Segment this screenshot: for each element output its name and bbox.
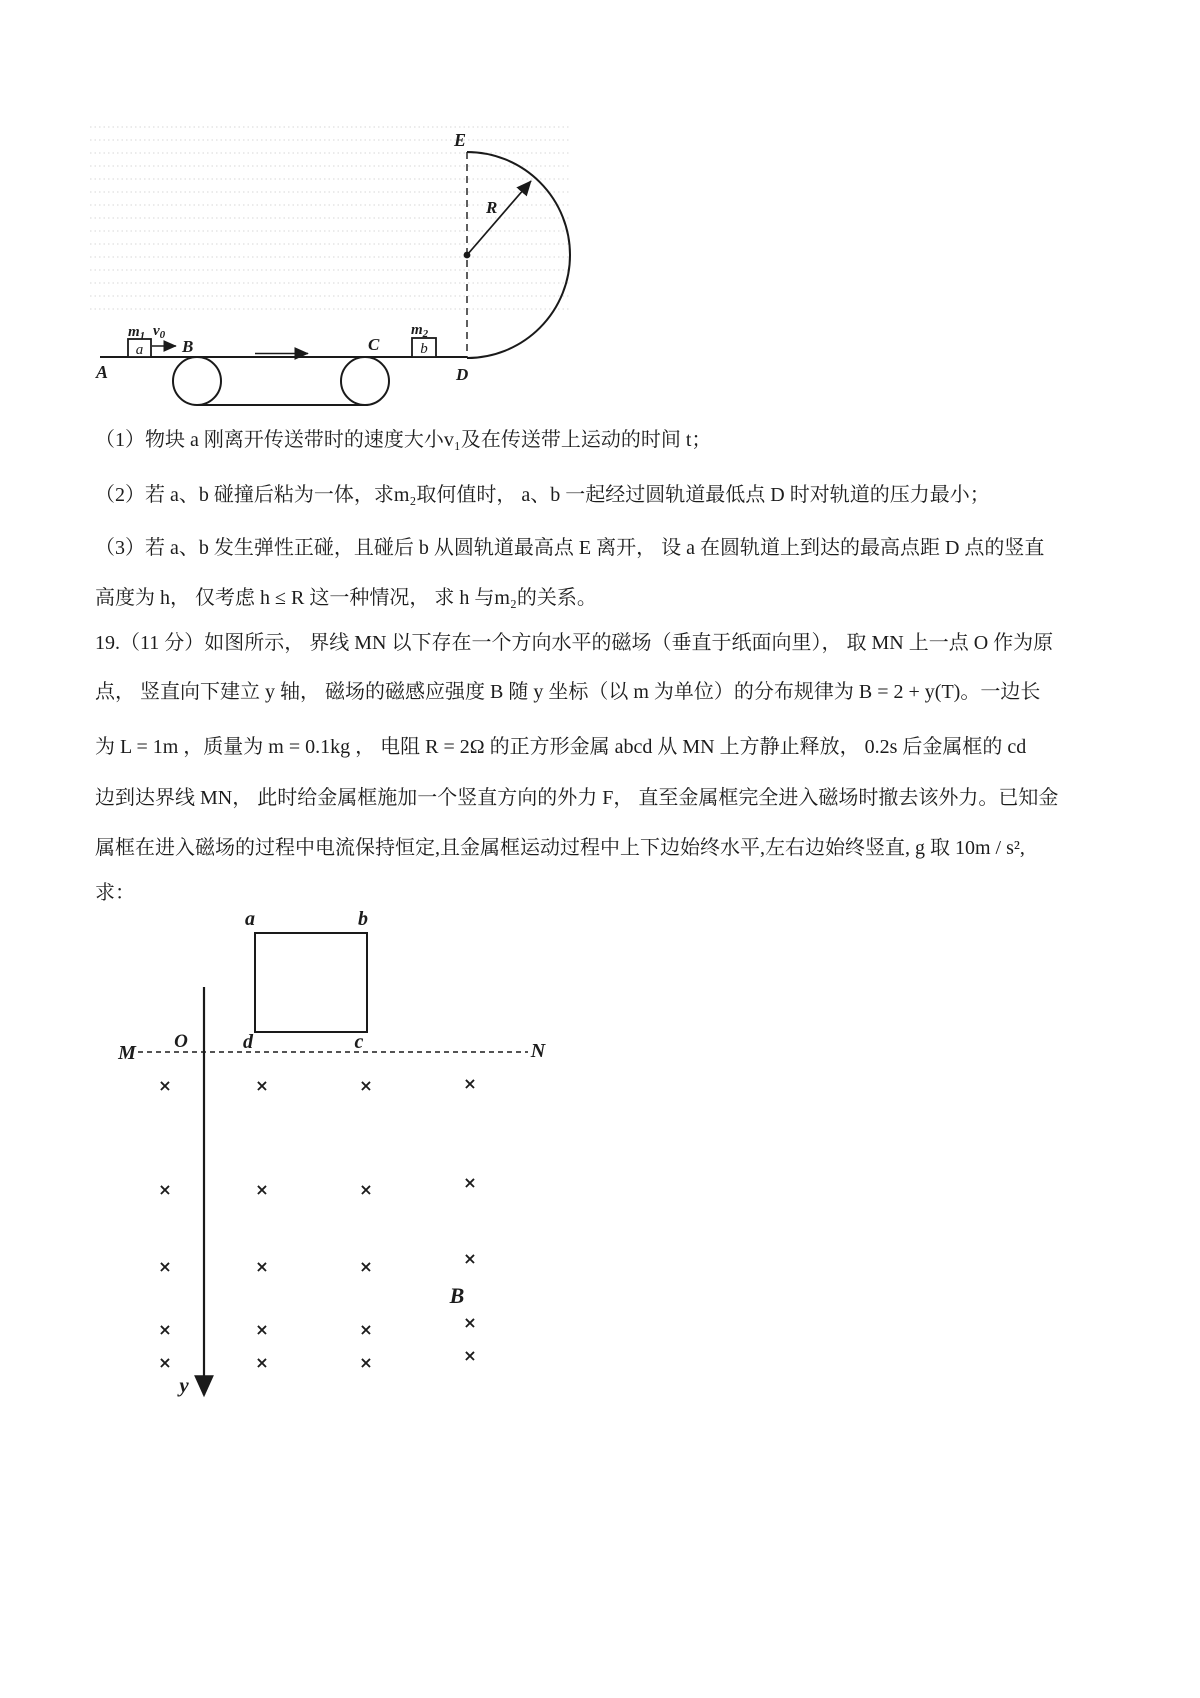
question-19-line-3: 为 L = 1m ，质量为 m = 0.1kg ， 电阻 R = 2Ω 的正方形金属 abcd 从 MN 上方静止释放， 0.2s 后金属框的 cd (95, 736, 1027, 758)
field-cross: × (463, 1249, 477, 1268)
point-D-label: D (456, 365, 469, 384)
field-cross: × (255, 1257, 269, 1276)
field-B-label: B (449, 1283, 465, 1308)
radius-label: R (486, 198, 498, 217)
question-19-line-5: 属框在进入磁场的过程中电流保持恒定,且金属框运动过程中上下边始终水平,左右边始终竖直, g 取 10m / s², (95, 837, 1025, 859)
field-cross: × (158, 1320, 172, 1339)
question-19-line-2: 点， 竖直向下建立 y 轴， 磁场的磁感应强度 B 随 y 坐标（以 m 为单位）的分布规律为 B = 2 + y(T)。一边长 (95, 681, 1041, 703)
circular-track-arc (467, 152, 570, 358)
point-M-label: M (118, 1042, 136, 1064)
velocity-label (153, 323, 166, 341)
mass2-sub: 2 (422, 328, 429, 340)
field-cross: × (158, 1076, 172, 1095)
point-B-label: B (182, 337, 194, 356)
mass2-base: m (411, 322, 423, 338)
point-C-label: C (368, 335, 380, 354)
corner-a-label: a (245, 908, 255, 930)
mass1-label (128, 324, 145, 342)
mass1-sub: 1 (139, 330, 146, 342)
origin-O-label: O (174, 1031, 188, 1052)
field-cross: × (359, 1257, 373, 1276)
corner-c-label: c (354, 1031, 364, 1053)
field-cross: × (158, 1257, 172, 1276)
question-18-part-3-line-1: （3）若 a、b 发生弹性正碰，且碰后 b 从圆轨道最高点 E 离开， 设 a 在圆轨道上到达的最高点距 D 点的竖直 (95, 537, 1045, 559)
velocity-base: v (153, 323, 160, 339)
y-axis-label: y (179, 1373, 189, 1397)
question-18-part-2: （2）若 a、b 碰撞后粘为一体，求m₂取何值时， a、b 一起经过圆轨道最低点 D 时对轨道的压力最小； (95, 484, 990, 506)
field-cross: × (463, 1074, 477, 1093)
field-cross: × (359, 1320, 373, 1339)
velocity-sub: 0 (159, 329, 166, 341)
question-19-line-1: 19.（11 分）如图所示， 界线 MN 以下存在一个方向水平的磁场（垂直于纸面向里）， 取 MN 上一点 O 作为原 (95, 632, 1054, 654)
question-19-line-6: 求： (95, 882, 135, 904)
radius-arrow (467, 181, 531, 255)
pulley-right (341, 357, 389, 405)
field-cross: × (359, 1180, 373, 1199)
field-cross: × (255, 1320, 269, 1339)
question-18-part-1: （1）物块 a 刚离开传送带时的速度大小v₁及在传送带上运动的时间 t； (95, 429, 712, 451)
field-cross: × (463, 1173, 477, 1192)
pulley-left (173, 357, 221, 405)
question-18-part-3-line-2: 高度为 h， 仅考虑 h ≤ R 这一种情况， 求 h 与m₂的关系。 (95, 587, 597, 609)
field-cross: × (359, 1076, 373, 1095)
question-19-line-4: 边到达界线 MN， 此时给金属框施加一个竖直方向的外力 F， 直至金属框完全进入磁场时撤去该外力。已知金 (95, 787, 1059, 809)
mass2-label (411, 322, 429, 340)
metal-frame-abcd (255, 933, 367, 1032)
field-cross: × (158, 1180, 172, 1199)
field-cross: × (255, 1180, 269, 1199)
point-A-label: A (96, 362, 109, 382)
point-E-label: E (453, 130, 467, 150)
block-b-label: b (420, 341, 428, 357)
field-cross: × (463, 1313, 477, 1332)
conveyor-track-figure (90, 118, 590, 418)
field-cross-grid (158, 1074, 476, 1372)
mass1-base: m (128, 324, 140, 340)
point-N-label: N (530, 1040, 546, 1062)
magnetic-field-figure (110, 895, 570, 1415)
field-cross: × (463, 1346, 477, 1365)
field-cross: × (255, 1076, 269, 1095)
corner-d-label: d (243, 1031, 253, 1053)
field-cross: × (359, 1353, 373, 1372)
field-cross: × (158, 1353, 172, 1372)
field-cross: × (255, 1353, 269, 1372)
block-a-label: a (135, 342, 144, 358)
corner-b-label: b (358, 908, 368, 930)
